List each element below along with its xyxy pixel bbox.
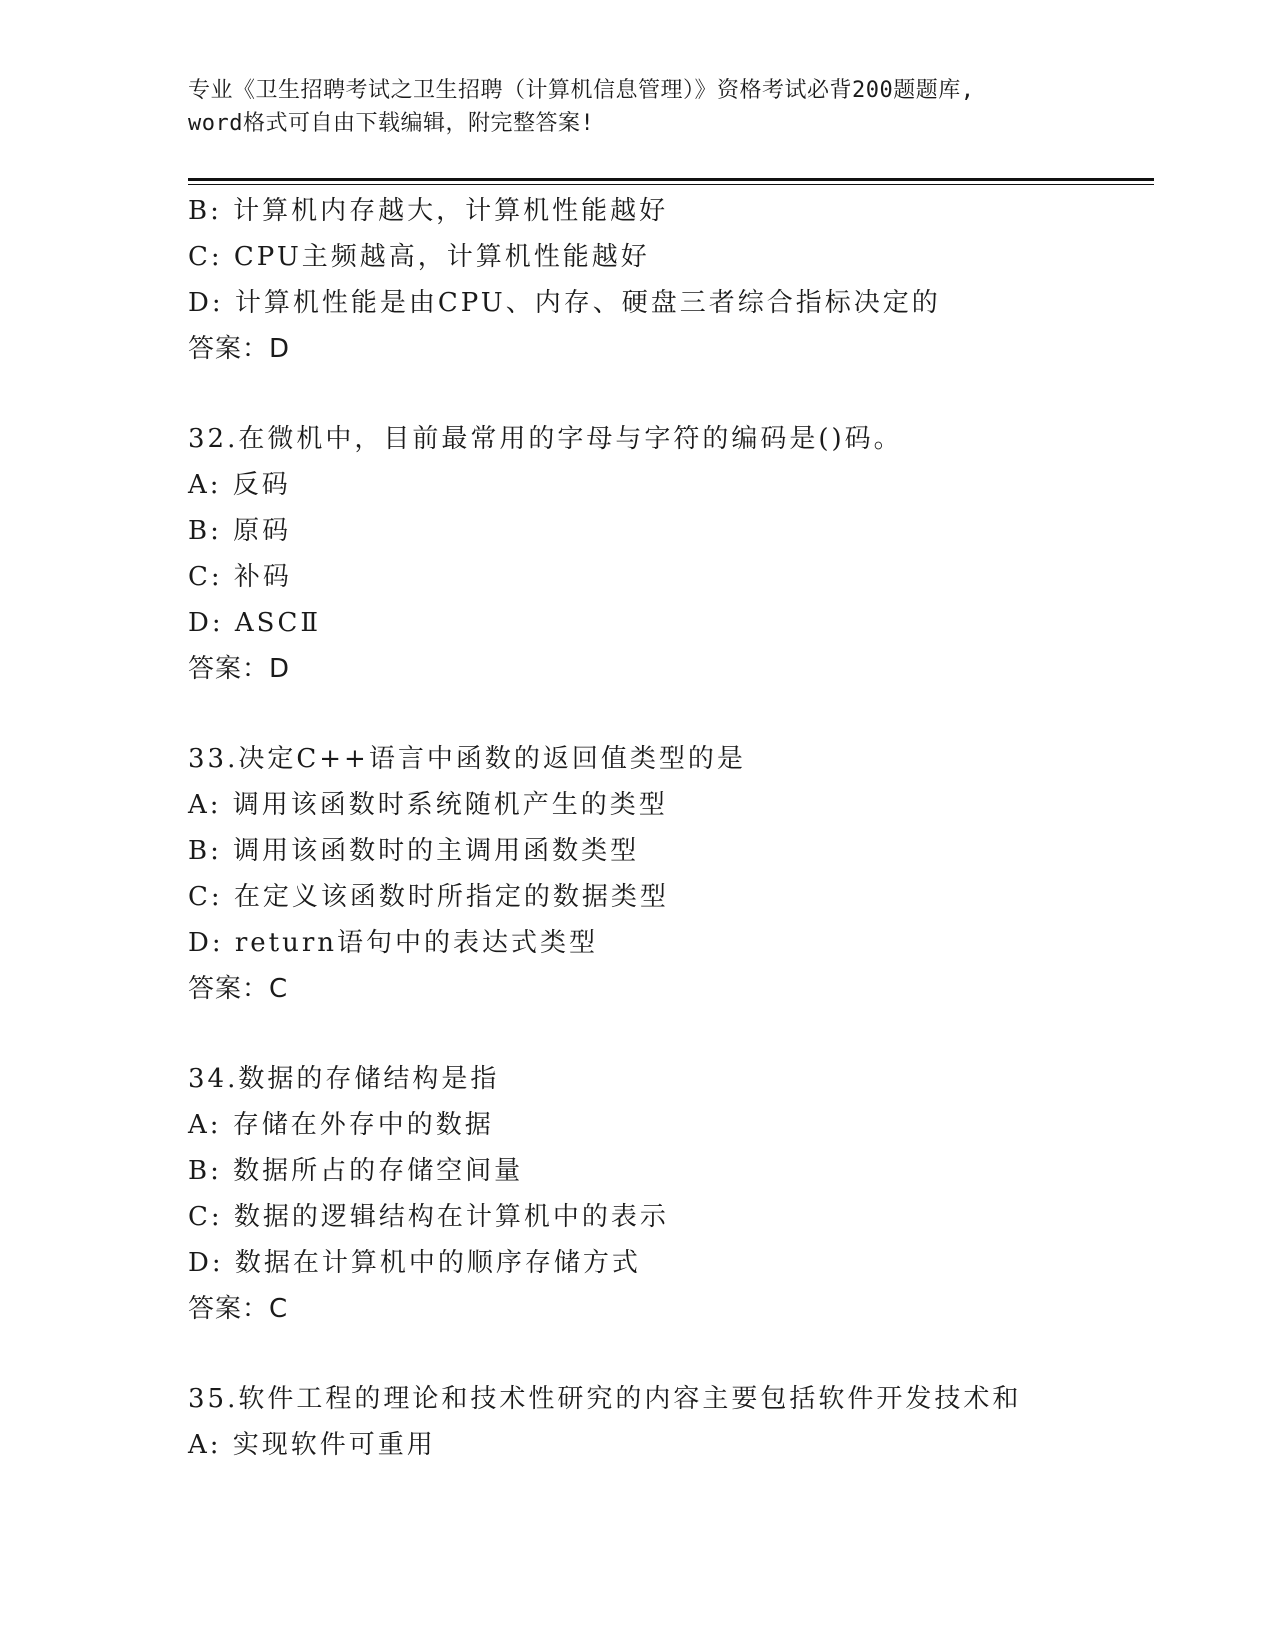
question-31-partial xyxy=(188,188,1154,372)
question-35-partial xyxy=(188,1376,1154,1468)
option-c: C: 补码 xyxy=(188,562,292,592)
option-a: A: 实现软件可重用 xyxy=(188,1430,436,1460)
question-34 xyxy=(188,1056,1154,1332)
spacer xyxy=(188,692,1154,736)
header-line-1: 专业《卫生招聘考试之卫生招聘（计算机信息管理）》资格考试必背200题题库, xyxy=(188,78,975,103)
option-a: A: 存储在外存中的数据 xyxy=(188,1110,494,1140)
question-32 xyxy=(188,416,1154,692)
spacer xyxy=(188,1332,1154,1376)
spacer xyxy=(188,1012,1154,1056)
answer: 答案：C xyxy=(188,974,289,1004)
question-text: 32.在微机中，目前最常用的字母与字符的编码是()码。 xyxy=(188,424,903,454)
answer: 答案：D xyxy=(188,654,291,684)
option-d: D: 数据在计算机中的顺序存储方式 xyxy=(188,1248,641,1278)
option-a: A: 调用该函数时系统随机产生的类型 xyxy=(188,790,668,820)
question-text: 33.决定C++语言中函数的返回值类型的是 xyxy=(188,744,746,774)
option-b: B: 计算机内存越大，计算机性能越好 xyxy=(188,196,669,226)
question-text: 34.数据的存储结构是指 xyxy=(188,1064,500,1094)
header-rule-thick xyxy=(188,178,1154,181)
header-line-2: word格式可自由下载编辑，附完整答案! xyxy=(188,111,595,136)
option-b: B: 数据所占的存储空间量 xyxy=(188,1156,524,1186)
option-b: B: 调用该函数时的主调用函数类型 xyxy=(188,836,640,866)
option-c: C: CPU主频越高，计算机性能越好 xyxy=(188,242,650,272)
answer: 答案：D xyxy=(188,334,291,364)
question-list xyxy=(188,188,1154,1468)
option-c: C: 数据的逻辑结构在计算机中的表示 xyxy=(188,1202,669,1232)
question-33 xyxy=(188,736,1154,1012)
option-d: D: ASCⅡ xyxy=(188,608,322,638)
spacer xyxy=(188,372,1154,416)
option-c: C: 在定义该函数时所指定的数据类型 xyxy=(188,882,669,912)
option-a: A: 反码 xyxy=(188,470,291,500)
question-text: 35.软件工程的理论和技术性研究的内容主要包括软件开发技术和 xyxy=(188,1384,1022,1414)
option-b: B: 原码 xyxy=(188,516,292,546)
header-rule-thin xyxy=(188,184,1154,185)
option-d: D: return语句中的表达式类型 xyxy=(188,928,599,958)
answer: 答案：C xyxy=(188,1294,289,1324)
document-header xyxy=(188,74,1088,140)
option-d: D: 计算机性能是由CPU、内存、硬盘三者综合指标决定的 xyxy=(188,288,941,318)
